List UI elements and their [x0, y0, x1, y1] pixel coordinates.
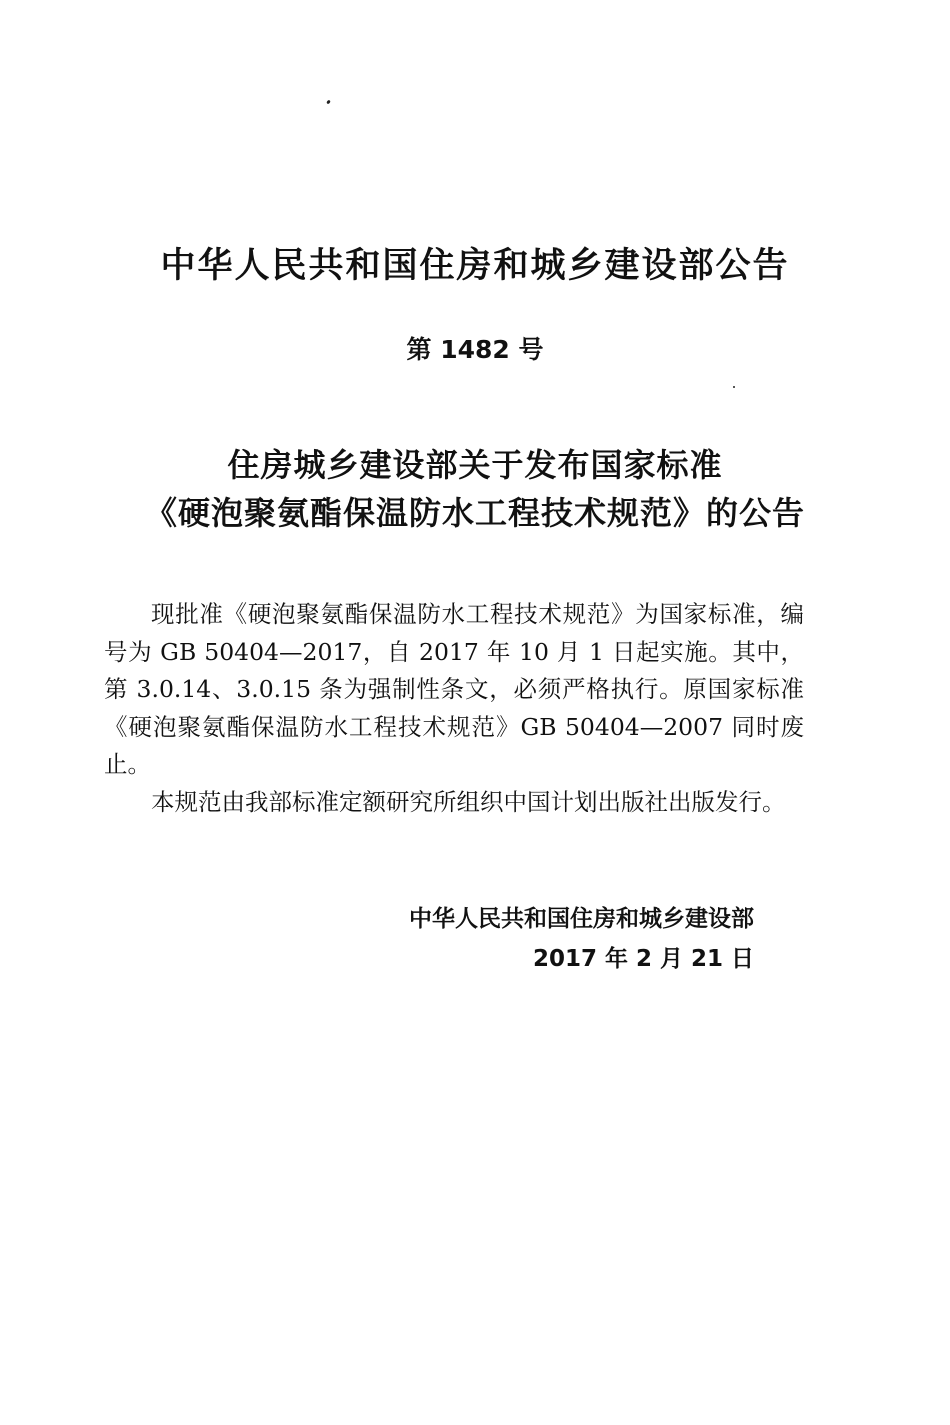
subtitle-line-2: 《硬泡聚氨酯保温防水工程技术规范》的公告	[144, 494, 805, 532]
page-title: 中华人民共和国住房和城乡建设部公告	[160, 246, 790, 286]
body-paragraph-2: 本规范由我部标准定额研究所组织中国计划出版社出版发行。	[151, 787, 786, 816]
issuing-authority: 中华人民共和国住房和城乡建设部	[409, 906, 754, 932]
notice-body	[104, 596, 804, 822]
scan-speck	[733, 386, 735, 388]
subtitle-line-1: 住房城乡建设部关于发布国家标准	[227, 446, 723, 484]
body-paragraph-1: 现批准《硬泡聚氨酯保温防水工程技术规范》为国家标准，编号为 GB 50404—2017，自 2017 年 10 月 1 日起实施。其中，第 3.0.14、3.0.15 条为强制性条文，必须严格执行。原国家标准《硬泡聚氨酯保温防水工程技术规范》GB 50404—2007 同时废止。	[104, 600, 804, 779]
scan-speck	[326, 100, 331, 105]
issue-date: 2017 年 2 月 21 日	[532, 946, 754, 972]
notice-number: 第 1482 号	[406, 335, 544, 364]
